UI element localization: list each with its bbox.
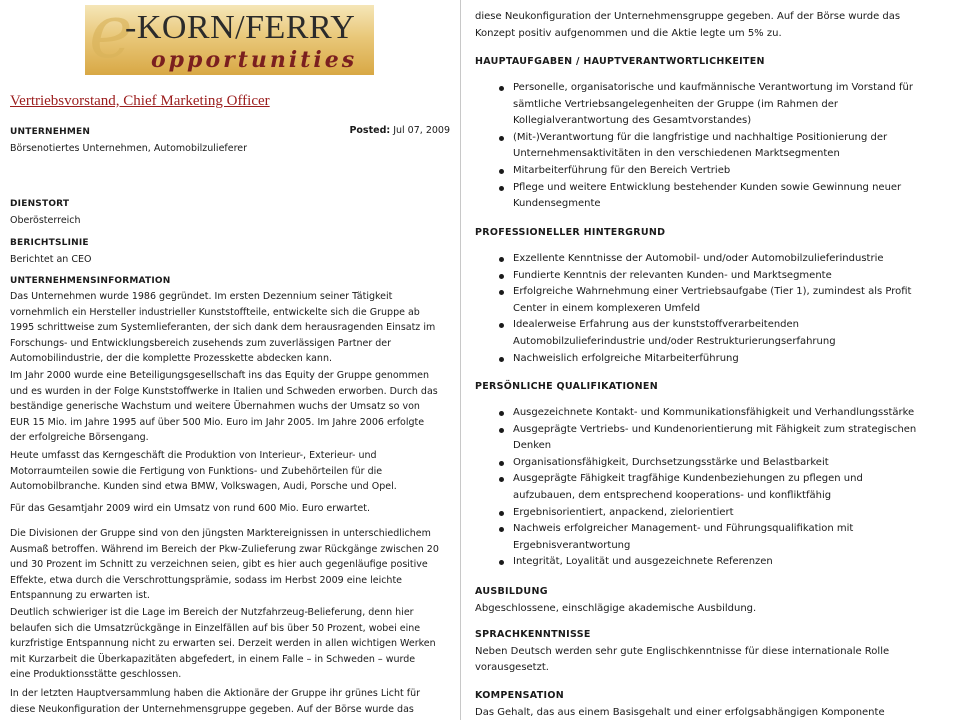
reporting-value: Berichtet an CEO: [10, 253, 92, 265]
text-line: belaufen sich die Umsatzrückgänge in Einzelfällen auf bis über 50 Prozent, wobei eine: [10, 622, 421, 634]
personal-list: [475, 405, 959, 571]
list-item: [513, 180, 959, 213]
list-item: [513, 284, 959, 317]
text-line: Idealerweise Erfahrung aus der kunststoffverarbeitenden: [513, 319, 800, 331]
text-line: sämtliche Vertriebsangelegenheiten der Gruppe (im Rahmen der: [513, 98, 838, 110]
text-line: Forschungs- und Entwicklungsbereich zusehends zum zuverlässigen Partner der: [10, 337, 392, 349]
background-heading: PROFESSIONELLER HINTERGRUND: [475, 227, 666, 238]
left-page: [0, 0, 458, 720]
company-info-p7: [10, 686, 450, 717]
text-line: Nachweis erfolgreicher Management- und Führungsqualifikation mit: [513, 523, 854, 535]
posted-label: Posted:: [349, 125, 391, 136]
text-line: Exzellente Kenntnisse der Automobil- und/oder Automobilzulieferindustrie: [513, 253, 884, 264]
list-item: [513, 268, 959, 285]
bullet-icon: [499, 357, 504, 362]
text-line: Im Jahr 2000 wurde eine Beteiligungsgesellschaft ins das Equity der Gruppe genommen: [10, 370, 430, 381]
background-list: [475, 251, 959, 367]
text-line: Integrität, Loyalität und ausgezeichnete Referenzen: [513, 556, 773, 568]
compensation-value: Das Gehalt, das aus einem Basisgehalt und einer erfolgsabhängigen Komponente: [475, 706, 885, 718]
text-line: Kundensegmente: [513, 198, 601, 210]
bullet-icon: [499, 86, 504, 91]
text-line: eine Produktionsstätte geschlossen.: [10, 669, 182, 681]
tasks-list-wrap: [475, 80, 959, 213]
bullet-icon: [499, 323, 504, 328]
text-line: beständige generische Wachstum und weitere Übernahmen wuchs der Umsatz so von: [10, 401, 420, 413]
text-line: Ausmaß betroffen. Während im Bereich der Pkw-Zulieferung zwar Rückgänge zwischen 20: [10, 543, 439, 555]
text-line: EUR 15 Mio. im Jahre 1995 auf über 500 Mio. Euro im Jahr 2005. Im Jahre 2006 erfolgte: [10, 416, 425, 428]
text-line: Center in einem komplexeren Umfeld: [513, 302, 701, 314]
text-line: kurzfristige Entspannung nicht zu erwarten sei. Derzeit werden in allen wichtigen Werken: [10, 638, 436, 650]
korn-ferry-logo: [85, 5, 374, 75]
company-info-p3: [10, 448, 450, 495]
text-line: Ergebnisorientiert, anpackend, zielorientiert: [513, 506, 734, 518]
list-item: [513, 80, 959, 130]
location-value: Oberösterreich: [10, 214, 81, 226]
text-line: Unternehmensaktivitäten in den verschiedenen Marktsegmenten: [513, 148, 840, 160]
text-line: Personelle, organisatorische und kaufmännische Verantwortung im Vorstand für: [513, 82, 913, 93]
text-line: aufzubauen, dem entsprechend kooperations- und konfliktfähig: [513, 489, 832, 501]
languages-heading: SPRACHKENNTNISSE: [475, 629, 591, 640]
tasks-heading: HAUPTAUFGABEN / HAUPTVERANTWORTLICHKEITEN: [475, 56, 765, 67]
company-label: UNTERNEHMEN: [10, 127, 91, 137]
bullet-icon: [499, 477, 504, 482]
bullet-icon: [499, 290, 504, 295]
company-info-p1: [10, 289, 450, 367]
bullet-icon: [499, 461, 504, 466]
text-line: und es wurden in der Folge Kunststoffwerke in Italien und Schweden erworben. Durch das: [10, 385, 438, 397]
bullet-icon: [499, 411, 504, 416]
bullet-icon: [499, 257, 504, 262]
bullet-icon: [499, 527, 504, 532]
logo-brand: -KORN/FERRY: [125, 9, 356, 46]
list-item: [513, 251, 959, 268]
bullet-icon: [499, 186, 504, 191]
intro-text: [475, 9, 959, 42]
list-item: [513, 471, 959, 504]
text-line: Nachweislich erfolgreiche Mitarbeiterführung: [513, 352, 739, 364]
logo-e-letter: e: [89, 5, 133, 75]
reporting-section: [10, 236, 450, 267]
text-line: vorausgesetzt.: [475, 662, 549, 674]
text-line: Konzept positiv aufgenommen und die Aktie legte um 5% zu.: [475, 27, 782, 39]
personal-section: [475, 379, 959, 396]
background-section: [475, 225, 959, 242]
text-line: Automobilindustrie, der die komplette Prozesskette abdecken kann.: [10, 353, 332, 365]
location-section: [10, 197, 450, 228]
company-info-label: UNTERNEHMENSINFORMATION: [10, 276, 171, 286]
personal-heading: PERSÖNLICHE QUALIFIKATIONEN: [475, 381, 658, 392]
text-line: Ergebnisverantwortung: [513, 539, 631, 551]
text-line: Pflege und weitere Entwicklung bestehender Kunden sowie Gewinnung neuer: [513, 181, 902, 193]
company-info-p6: [10, 605, 450, 683]
list-item: [513, 351, 959, 368]
list-item: [513, 422, 959, 455]
list-item: [513, 521, 959, 554]
list-item: [513, 554, 959, 571]
text-line: Heute umfasst das Kerngeschäft die Produktion von Interieur-, Exterieur- und: [10, 450, 377, 461]
company-info-p2: [10, 368, 450, 446]
text-line: Neben Deutsch werden sehr gute Englischkenntnisse für diese internationale Rolle: [475, 645, 890, 657]
bullet-icon: [499, 136, 504, 141]
compensation-section: [475, 688, 959, 720]
list-item: [513, 163, 959, 180]
list-item: [513, 505, 959, 522]
text-line: diese Neukonfiguration der Unternehmensgruppe gegeben. Auf der Börse wurde das: [10, 703, 414, 715]
text-line: Denken: [513, 440, 552, 452]
text-line: In der letzten Hauptversammlung haben die Aktionäre der Gruppe ihr grünes Licht für: [10, 688, 421, 699]
text-line: diese Neukonfiguration der Unternehmensgruppe gegeben. Auf der Börse wurde das: [475, 11, 901, 22]
company-value: Börsenotiertes Unternehmen, Automobilzulieferer: [10, 142, 248, 154]
tasks-list: [475, 80, 959, 213]
text-line: Fundierte Kenntnis der relevanten Kunden- und Marktsegmente: [513, 269, 832, 281]
languages-section: [475, 627, 959, 677]
text-line: der erfolgreiche Börsengang.: [10, 432, 149, 444]
text-line: Effekte, etwa durch die Verschrottungsprämie, sodass im Herbst 2009 eine leichte: [10, 574, 403, 586]
posted-value: Jul 07, 2009: [393, 125, 450, 136]
text-line: Die Divisionen der Gruppe sind von den jüngsten Marktereignissen in unterschiedlichem: [10, 528, 431, 539]
compensation-heading: KOMPENSATION: [475, 690, 564, 701]
education-heading: AUSBILDUNG: [475, 586, 548, 597]
text-line: Das Unternehmen wurde 1986 gegründet. Im ersten Dezennium seiner Tätigkeit: [10, 291, 393, 302]
text-line: mit Kurzarbeit die Überkapazitäten abgefedert, in einem Falle – in Schweden – wurde: [10, 653, 416, 665]
text-line: Ausgezeichnete Kontakt- und Kommunikationsfähigkeit und Verhandlungsstärke: [513, 407, 915, 418]
posted-date: [349, 125, 450, 136]
right-page: [460, 0, 960, 720]
text-line: vornehmlich ein Hersteller industrieller Kunststoffteile, entwickelte sich die Gruppe ab: [10, 306, 420, 318]
bullet-icon: [499, 428, 504, 433]
text-line: Ausgeprägte Vertriebs- und Kundenorientierung mit Fähigkeit zum strategischen: [513, 423, 917, 435]
tasks-section: [475, 54, 959, 71]
company-info-p5: [10, 526, 450, 604]
bullet-icon: [499, 274, 504, 279]
text-line: (Mit-)Verantwortung für die langfristige und nachhaltige Positionierung der: [513, 131, 888, 143]
reporting-label: BERICHTSLINIE: [10, 238, 89, 248]
list-item: [513, 317, 959, 350]
job-title-link[interactable]: Vertriebsvorstand, Chief Marketing Officer: [10, 93, 270, 109]
background-list-wrap: [475, 251, 959, 367]
text-line: Automobilbranche. Kunden sind etwa BMW, Volkswagen, Audi, Porsche und Opel.: [10, 481, 397, 493]
logo-tagline: opportunities: [151, 47, 358, 73]
text-line: Erfolgreiche Wahrnehmung einer Vertriebsaufgabe (Tier 1), zumindest als Profit: [513, 286, 912, 298]
list-item: [513, 130, 959, 163]
bullet-icon: [499, 560, 504, 565]
company-info-label-wrap: [10, 274, 450, 290]
text-line: und 30 Prozent im Schnitt zu verzeichnen seien, gibt es hier auch gegenläufige positive: [10, 559, 428, 571]
text-line: Für das Gesamtjahr 2009 wird ein Umsatz von rund 600 Mio. Euro erwartet.: [10, 503, 370, 514]
text-line: Kollegialverantwortung des Gesamtvorstandes): [513, 115, 752, 127]
text-line: Organisationsfähigkeit, Durchsetzungsstärke und Belastbarkeit: [513, 456, 829, 468]
location-label: DIENSTORT: [10, 199, 70, 209]
text-line: Deutlich schwieriger ist die Lage im Bereich der Nutzfahrzeug-Belieferung, denn hier: [10, 607, 414, 618]
list-item: [513, 405, 959, 422]
company-info-p4: [10, 501, 450, 517]
education-value: Abgeschlossene, einschlägige akademische Ausbildung.: [475, 602, 757, 614]
text-line: Motorraumteilen sowie die Fertigung von Funktions- und Zubehörteilen für die: [10, 465, 383, 477]
education-section: [475, 584, 959, 617]
text-line: Entspannung zu erwarten ist.: [10, 590, 150, 602]
text-line: 1995 schrittweise zum Systemlieferanten, der sich dank dem herausragenden Einsatz im: [10, 322, 436, 334]
text-line: Ausgeprägte Fähigkeit tragfähige Kundenbeziehungen zu pflegen und: [513, 473, 863, 485]
list-item: [513, 455, 959, 472]
bullet-icon: [499, 511, 504, 516]
bullet-icon: [499, 169, 504, 174]
text-line: Mitarbeiterführung für den Bereich Vertrieb: [513, 164, 731, 176]
text-line: Automobilzulieferindustrie und/oder Restrukturierungserfahrung: [513, 335, 836, 347]
personal-list-wrap: [475, 405, 959, 571]
